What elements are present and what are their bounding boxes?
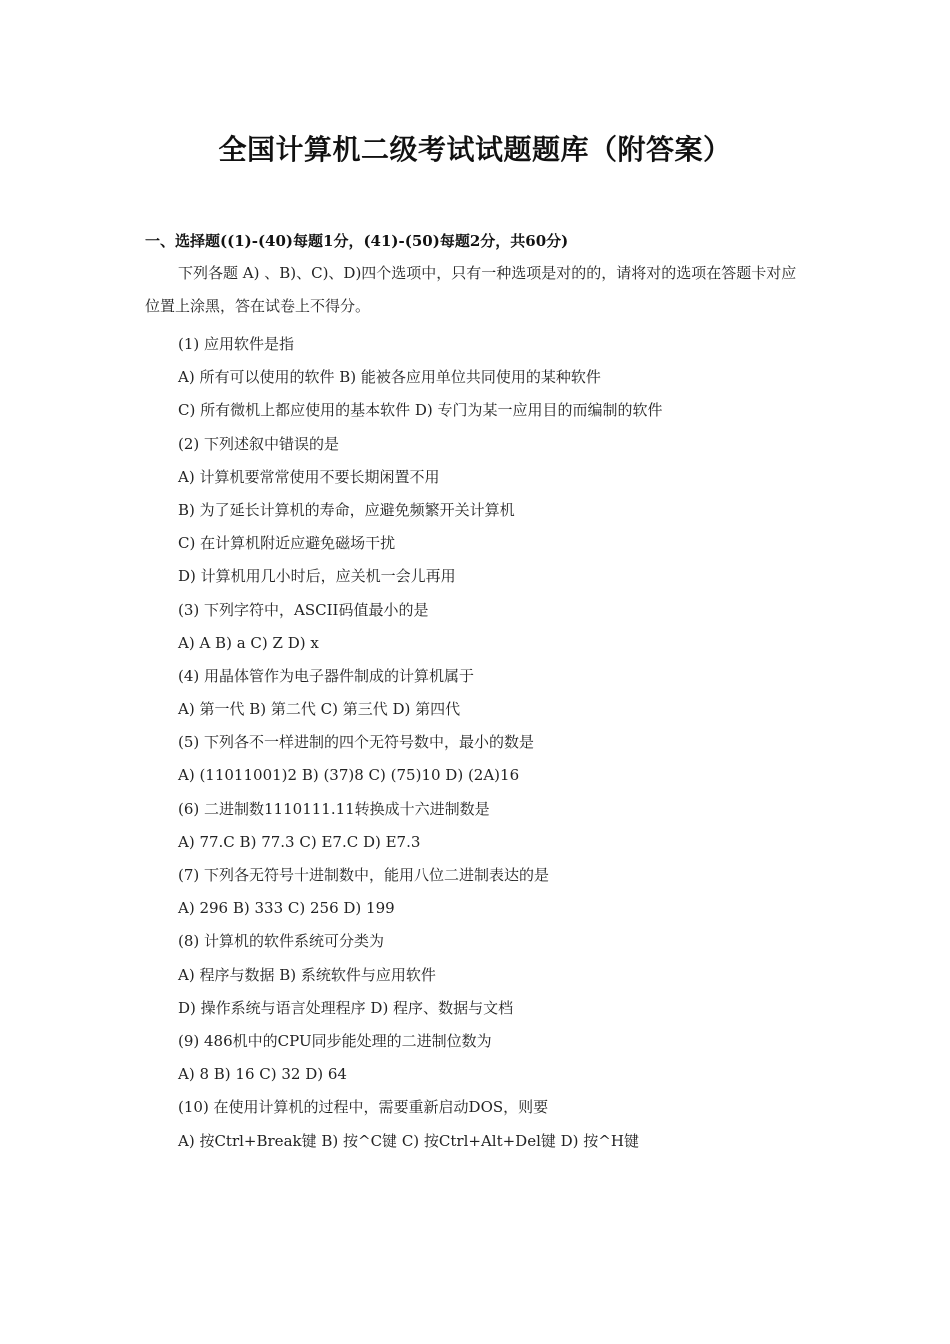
question-8-options-cd: D) 操作系统与语言处理程序 D) 程序、数据与文档	[178, 998, 514, 1017]
question-1-stem: (1) 应用软件是指	[178, 335, 295, 353]
question-4-stem: (4) 用晶体管作为电子器件制成的计算机属于	[178, 666, 475, 685]
question-2-option-d: D) 计算机用几小时后，应关机一会儿再用	[178, 567, 456, 586]
question-3-options: A) A B) a C) Z D) x	[178, 633, 319, 652]
question-8-stem: (8) 计算机的软件系统可分类为	[178, 932, 385, 951]
question-2-option-b: B) 为了延长计算机的寿命，应避免频繁开关计算机	[178, 500, 515, 519]
section-heading: 一、选择题((1)-(40)每题1分，(41)-(50)每题2分，共60分)	[145, 232, 569, 250]
document-title: 全国计算机二级考试试题题库（附答案）	[218, 133, 732, 166]
question-4-options: A) 第一代 B) 第二代 C) 第三代 D) 第四代	[178, 700, 461, 719]
question-9-options: A) 8 B) 16 C) 32 D) 64	[178, 1065, 347, 1084]
question-6-options: A) 77.C B) 77.3 C) E7.C D) E7.3	[178, 832, 421, 851]
question-10-stem: (10) 在使用计算机的过程中，需要重新启动DOS，则要	[178, 1098, 549, 1117]
question-5-options: A) (11011001)2 B) (37)8 C) (75)10 D) (2A)16	[178, 766, 520, 785]
question-10-options: A) 按Ctrl+Break键 B) 按^C键 C) 按Ctrl+Alt+Del键 D) 按^H键	[178, 1131, 639, 1150]
question-3-stem: (3) 下列字符中，ASCII码值最小的是	[178, 600, 429, 619]
question-2-stem: (2) 下列述叙中错误的是	[178, 434, 340, 453]
question-list	[178, 328, 838, 1158]
question-6-stem: (6) 二进制数1110111.11转换成十六进制数是	[178, 799, 490, 818]
instructions-paragraph: 下列各题 A) 、B)、C)、D)四个选项中，只有一种选项是对的的，请将对的选项在答题卡对应位置上涂黑，答在试卷上不得分。	[145, 264, 797, 315]
question-2-option-c: C) 在计算机附近应避免磁场干扰	[178, 534, 396, 553]
question-7-options: A) 296 B) 333 C) 256 D) 199	[178, 899, 395, 918]
question-5-stem: (5) 下列各不一样进制的四个无符号数中，最小的数是	[178, 733, 535, 752]
question-7-stem: (7) 下列各无符号十进制数中，能用八位二进制表达的是	[178, 866, 550, 884]
question-8-options-ab: A) 程序与数据 B) 系统软件与应用软件	[178, 965, 436, 984]
question-2-option-a: A) 计算机要常常使用不要长期闲置不用	[178, 467, 440, 486]
question-1-options-cd: C) 所有微机上都应使用的基本软件 D) 专门为某一应用目的而编制的软件	[178, 401, 663, 420]
question-1-options-ab: A) 所有可以使用的软件 B) 能被各应用单位共同使用的某种软件	[178, 368, 601, 387]
question-9-stem: (9) 486机中的CPU同步能处理的二进制位数为	[178, 1031, 492, 1050]
